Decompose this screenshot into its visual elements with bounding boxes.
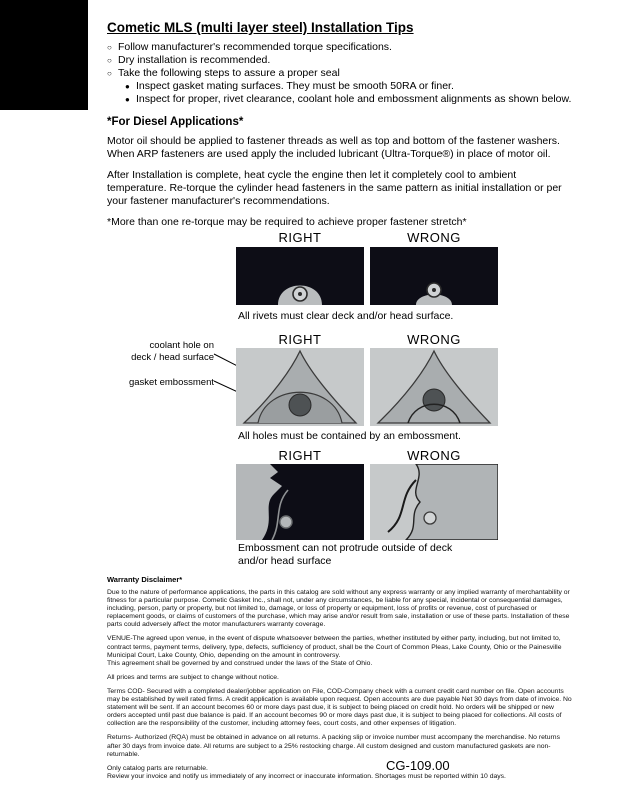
diagram-panel-hole-right	[236, 348, 364, 426]
row3-right-label: RIGHT	[278, 448, 322, 463]
row3-caption-line2: and/or head surface	[238, 555, 332, 567]
diagram-panel-embossment-wrong	[370, 464, 498, 540]
warranty-section	[107, 575, 573, 787]
hole-wrong-illustration	[370, 348, 498, 426]
row2-caption: All holes must be contained by an embossment.	[238, 430, 461, 442]
diesel-heading: *For Diesel Applications*	[107, 116, 244, 128]
main-text-column	[107, 20, 575, 229]
diagram-panel-rivet-right	[236, 247, 364, 305]
diesel-paragraph-1: Motor oil should be applied to fastener threads as well as top and bottom of the fastener washers. When ARP fasteners are used apply the included lubricant (Ultra-Torque®) in place of motor oil.	[107, 135, 560, 160]
warranty-paragraph: Due to the nature of performance applications, the parts in this catalog are sold without any express warranty or any implied warranty of merchantability or fitness for a particular purpose. Cometic Gasket Inc., shall not, under any circumstances, be liable for any special, incidental or consequential damages, including, person, party or property, but not limited to, damage, or loss of property or equipment, loss of profits or revenue, cost of purchased or replacement goods, or claims of customers of the purchase, which may arise and/or result from sale, installation or use of these parts. Installation of these parts could adversely affect the motor manufacturers warranty coverage.	[107, 589, 570, 629]
warranty-paragraph: Review your invoice and notify us immediately of any incorrect or inaccurate information. Shortages must be reported within 10 days.	[107, 772, 506, 780]
bullet-item: ○ Dry installation is recommended.	[107, 54, 575, 67]
gasket-embossment-label: gasket embossment	[128, 377, 214, 388]
row2-wrong-label: WRONG	[407, 332, 461, 347]
retorque-note: *More than one re-torque may be required to achieve proper fastener stretch*	[107, 216, 467, 228]
row3-wrong-label: WRONG	[407, 448, 461, 463]
coolant-hole-label-line1: coolant hole on	[149, 340, 214, 351]
warranty-paragraph: Returns- Authorized (RQA) must be obtained in advance on all returns. A packing slip or invoice number must accompany the merchandise. No returns after 30 days from invoice date. All returns are subject to a 25% restocking charge. All custom designed and custom manufactured gaskets are non-returnable.	[107, 734, 560, 758]
diesel-paragraph-2: After Installation is complete, heat cycle the engine then let it completely cool to ambient temperature. Re-torque the cylinder head fasteners in the same pattern as initial installation or per your fastener manufacturer's recommendations.	[107, 169, 562, 207]
row1-wrong-label: WRONG	[407, 230, 461, 245]
diagram-panel-embossment-right	[236, 464, 364, 540]
diagram-section	[0, 230, 618, 575]
row2-right-label: RIGHT	[278, 332, 322, 347]
page-number: CG-109.00	[386, 758, 450, 773]
row1-right-label: RIGHT	[278, 230, 322, 245]
embossment-wrong-illustration	[370, 464, 498, 540]
coolant-hole-label	[100, 340, 214, 363]
warranty-paragraph: Only catalog parts are returnable.	[107, 764, 208, 772]
bullet-item: ○ Take the following steps to assure a proper seal	[107, 67, 575, 80]
rivet-right-illustration	[236, 247, 364, 305]
page-corner-marker	[0, 0, 88, 110]
row1-caption: All rivets must clear deck and/or head surface.	[238, 310, 454, 322]
warranty-paragraph: This agreement shall be governed by and construed under the laws of the State of Ohio.	[107, 659, 373, 667]
warranty-paragraph: All prices and terms are subject to change without notice.	[107, 673, 279, 681]
rivet-wrong-illustration	[370, 247, 498, 305]
row3-caption-line1: Embossment can not protrude outside of deck	[238, 542, 453, 554]
tips-bullet-list	[107, 41, 575, 80]
diagram-panel-rivet-wrong	[370, 247, 498, 305]
sub-bullet-item: ● Inspect gasket mating surfaces. They must be smooth 50RA or finer.	[125, 80, 575, 93]
bullet-item: ○ Follow manufacturer's recommended torque specifications.	[107, 41, 575, 54]
row3-caption	[238, 542, 452, 568]
warranty-paragraph: VENUE-The agreed upon venue, in the event of dispute whatsoever between the parties, whether instituted by either party, including, but not limited to, contract terms, payment terms, delivery, type, defects, sufficiency of product, shall be the Court of Common Pleas, Lake County, Ohio or the Painesville Municipal Court, Lake County, Ohio, depending on the amount in controversy.	[107, 635, 562, 659]
page-title: Cometic MLS (multi layer steel) Installation Tips	[107, 20, 414, 35]
embossment-right-illustration	[236, 464, 364, 540]
sub-bullet-item: ● Inspect for proper, rivet clearance, coolant hole and embossment alignments as shown below.	[125, 93, 575, 106]
warranty-heading: Warranty Disclaimer*	[107, 575, 183, 584]
coolant-hole-label-line2: deck / head surface	[131, 351, 214, 363]
tips-sub-bullet-list	[125, 80, 575, 106]
diagram-panel-hole-wrong	[370, 348, 498, 426]
warranty-paragraph: Terms COD- Secured with a completed dealer/jobber application on File, COD-Company check with a current credit card number on file. Open accounts may be established by well rated firms. A credit application is available upon request. Open accounts are due payable Net 30 days from date of invoice. No statement will be sent. If an account becomes 60 or more days past due, it is subject to being placed on credit hold. No orders will be shipped or new orders accepted until past due balance is paid. If an account becomes 90 or more days past due, it is subject to being placed for collections. All costs of collection are the responsibility of the customer, including attorney fees, court costs, and other expenses of litigation.	[107, 687, 572, 728]
hole-right-illustration	[236, 348, 364, 426]
